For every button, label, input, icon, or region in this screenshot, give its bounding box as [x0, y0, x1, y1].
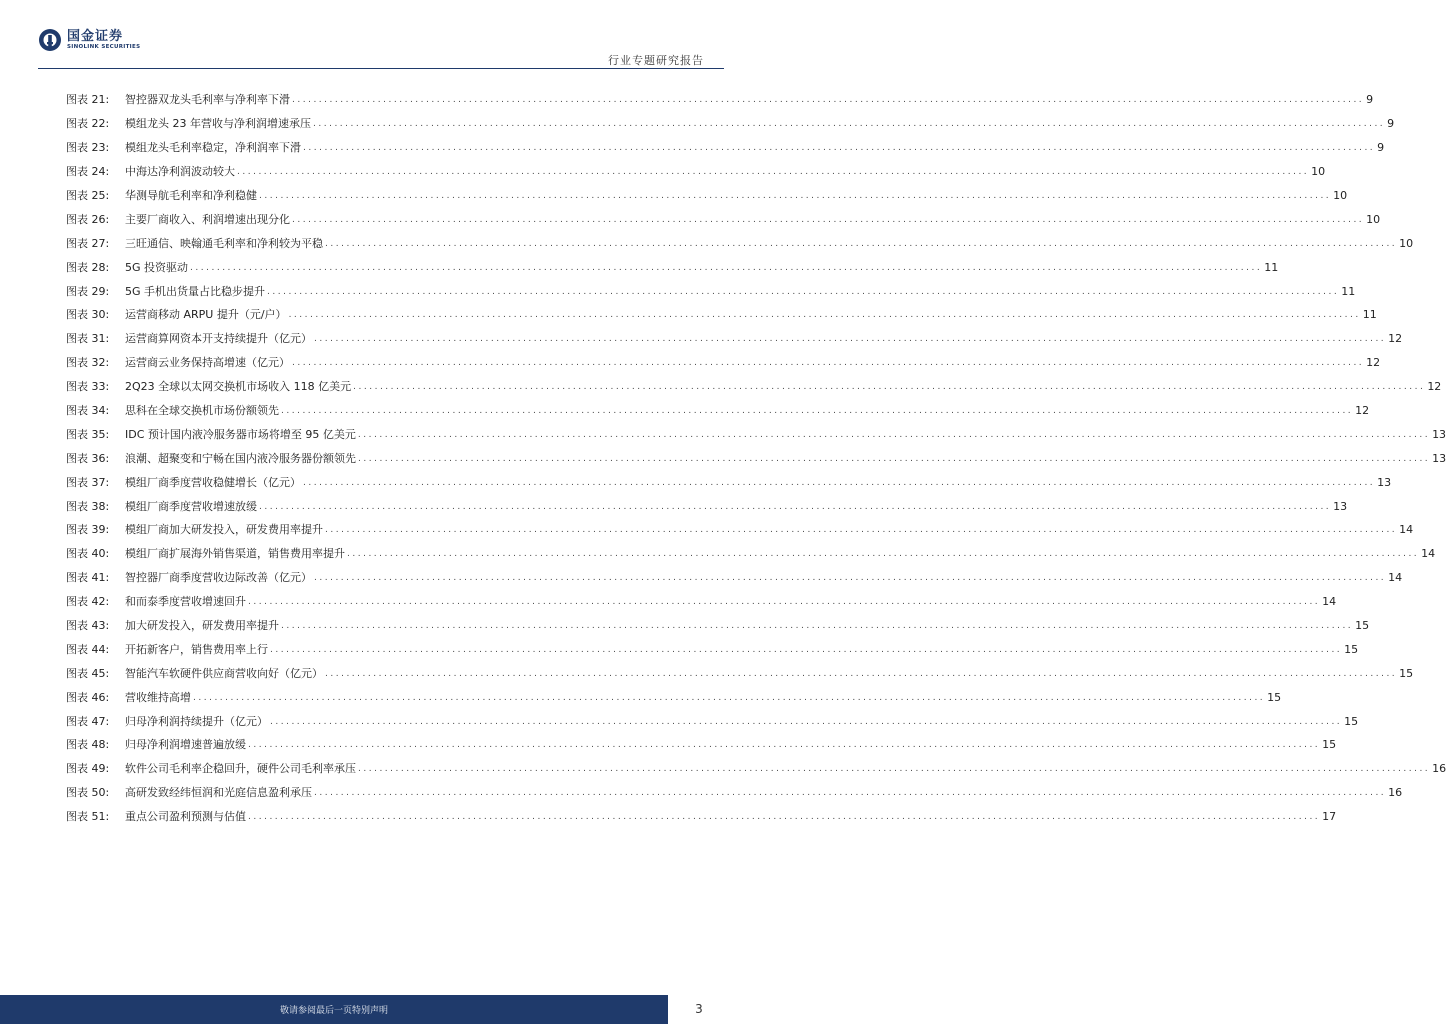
toc-entry-title[interactable]: IDC 预计国内液冷服务器市场将增至 95 亿美元	[125, 427, 356, 441]
toc-entry[interactable]	[66, 542, 1436, 566]
toc-entry[interactable]	[66, 805, 1337, 829]
toc-entry[interactable]	[66, 470, 1392, 494]
toc-entry-page[interactable]: 9	[1377, 141, 1385, 155]
toc-entry-label: 图表 33:	[66, 380, 110, 394]
toc-dot-leader: ........................................................................................................................................................................................................	[190, 262, 1263, 273]
toc-entry-page[interactable]: 10	[1399, 236, 1414, 250]
toc-entry[interactable]	[66, 255, 1279, 279]
toc-dot-leader: ........................................................................................................................................................................................................	[325, 238, 1398, 249]
toc-entry-title[interactable]: 模组厂商季度营收增速放缓	[125, 499, 257, 513]
toc-entry-label: 图表 44:	[66, 642, 110, 656]
toc-entry-label: 图表 43:	[66, 619, 110, 633]
toc-entry-title[interactable]: 模组厂商扩展海外销售渠道，销售费用率提升	[125, 547, 345, 561]
page-number: 3	[695, 1002, 703, 1016]
toc-entry-title[interactable]: 智控器厂商季度营收边际改善（亿元）	[125, 571, 312, 585]
toc-dot-leader: ........................................................................................................................................................................................................	[325, 668, 1398, 679]
toc-dot-leader: ........................................................................................................................................................................................................	[292, 95, 1365, 106]
toc-entry-label: 图表 30:	[66, 308, 110, 322]
toc-entry-title[interactable]: 中海达净利润波动较大	[125, 165, 235, 179]
toc-entry[interactable]	[66, 399, 1370, 423]
toc-entry-label: 图表 24:	[66, 165, 110, 179]
toc-dot-leader: ........................................................................................................................................................................................................	[314, 788, 1387, 799]
toc-entry-page[interactable]: 13	[1333, 499, 1348, 513]
toc-entry-page[interactable]: 15	[1344, 642, 1359, 656]
toc-entry-page[interactable]: 12	[1388, 332, 1403, 346]
toc-entry-label: 图表 48:	[66, 738, 110, 752]
toc-entry-page[interactable]: 15	[1399, 666, 1414, 680]
toc-dot-leader: ........................................................................................................................................................................................................	[347, 549, 1420, 560]
toc-entry-label: 图表 39:	[66, 523, 110, 537]
toc-entry-title[interactable]: 开拓新客户，销售费用率上行	[125, 642, 268, 656]
toc-entry-label: 图表 35:	[66, 427, 110, 441]
toc-entry-page[interactable]: 15	[1355, 619, 1370, 633]
toc-entry-page[interactable]: 14	[1388, 571, 1403, 585]
toc-entry-label: 图表 46:	[66, 690, 110, 704]
toc-dot-leader: ........................................................................................................................................................................................................	[259, 501, 1332, 512]
toc-entry[interactable]	[66, 446, 1446, 470]
toc-entry[interactable]	[66, 231, 1414, 255]
toc-entry[interactable]	[66, 303, 1377, 327]
toc-entry-label: 图表 21:	[66, 93, 110, 107]
toc-entry[interactable]	[66, 494, 1348, 518]
logo-chinese-name: 国金证券	[67, 28, 124, 44]
toc-dot-leader: ........................................................................................................................................................................................................	[292, 214, 1365, 225]
toc-dot-leader: ........................................................................................................................................................................................................	[270, 644, 1343, 655]
toc-entry-title[interactable]: 和而泰季度营收增速回升	[125, 595, 246, 609]
toc-entry-label: 图表 37:	[66, 475, 110, 489]
toc-entry-title[interactable]: 模组厂商季度营收稳健增长（亿元）	[125, 475, 301, 489]
sinolink-logo-icon	[38, 28, 62, 52]
footer-notice: 敬请参阅最后一页特别声明	[279, 1006, 388, 1016]
toc-entry-title[interactable]: 重点公司盈利预测与估值	[125, 810, 246, 824]
toc-entry[interactable]	[66, 518, 1414, 542]
toc-entry-page[interactable]: 10	[1333, 189, 1348, 202]
toc-entry-page[interactable]: 15	[1344, 714, 1359, 728]
toc-entry-label: 图表 23:	[66, 141, 110, 155]
toc-entry-page[interactable]: 14	[1421, 547, 1436, 561]
toc-entry[interactable]	[66, 566, 1403, 590]
toc-entry-page[interactable]: 12	[1427, 380, 1442, 394]
toc-entry-label: 图表 40:	[66, 547, 110, 561]
toc-entry-title[interactable]: 运营商移动 ARPU 提升（元/户）	[125, 308, 287, 322]
toc-entry-title[interactable]: 智能汽车软硬件供应商营收向好（亿元）	[125, 666, 323, 680]
footer-bar	[0, 995, 668, 1024]
toc-entry-label: 图表 45:	[66, 666, 110, 680]
toc-entry-page[interactable]: 12	[1366, 356, 1381, 370]
toc-dot-leader: ........................................................................................................................................................................................................	[357, 429, 1431, 440]
toc-entry-page[interactable]: 14	[1322, 595, 1337, 609]
toc-entry-page[interactable]: 12	[1355, 404, 1370, 418]
toc-dot-leader: ........................................................................................................................................................................................................	[281, 621, 1354, 632]
toc-entry-label: 图表 22:	[66, 117, 110, 131]
toc-entry[interactable]	[66, 160, 1326, 184]
toc-dot-leader: ........................................................................................................................................................................................................	[353, 382, 1426, 393]
toc-entry-title[interactable]: 运营商云业务保持高增速（亿元）	[125, 356, 290, 370]
toc-dot-leader: ........................................................................................................................................................................................................	[193, 692, 1266, 703]
toc-entry[interactable]	[66, 88, 1374, 112]
toc-entry-label: 图表 41:	[66, 571, 110, 585]
toc-entry-page[interactable]: 13	[1432, 427, 1446, 441]
toc-entry-title[interactable]: 主要厂商收入、利润增速出现分化	[125, 212, 290, 226]
toc-entry-page[interactable]: 10	[1311, 165, 1326, 179]
toc-entry[interactable]	[66, 327, 1403, 351]
header-divider	[38, 68, 724, 69]
toc-entry-label: 图表 36:	[66, 451, 110, 465]
toc-entry[interactable]	[66, 590, 1337, 614]
toc-entry-label: 图表 34:	[66, 404, 110, 418]
toc-dot-leader: ........................................................................................................................................................................................................	[325, 525, 1398, 536]
toc-entry[interactable]	[66, 614, 1370, 638]
toc-entry-page[interactable]: 13	[1377, 475, 1392, 489]
toc-entry-label: 图表 50:	[66, 786, 110, 800]
toc-entry-label: 图表 42:	[66, 595, 110, 609]
toc-entry-label: 图表 28:	[66, 260, 110, 274]
toc-entry[interactable]	[66, 279, 1356, 303]
toc-entry-title[interactable]: 加大研发投入，研发费用率提升	[125, 619, 279, 633]
page-header	[0, 0, 724, 70]
toc-entry-label: 图表 27:	[66, 236, 110, 250]
toc-entry-page[interactable]: 9	[1387, 117, 1395, 131]
toc-entry-page[interactable]: 16	[1388, 786, 1403, 800]
toc-entry-title[interactable]: 软件公司毛利率企稳回升，硬件公司毛利率承压	[125, 762, 356, 776]
toc-entry[interactable]	[66, 637, 1359, 661]
toc-dot-leader: ........................................................................................................................................................................................................	[267, 286, 1340, 297]
toc-dot-leader: ........................................................................................................................................................................................................	[237, 167, 1310, 178]
toc-entry-title[interactable]: 高研发致经纬恒润和光庭信息盈利承压	[125, 786, 312, 800]
toc-dot-leader: ........................................................................................................................................................................................................	[292, 358, 1365, 369]
toc-entry-label: 图表 32:	[66, 356, 110, 370]
toc-entry-label: 图表 25:	[66, 189, 110, 202]
toc-dot-leader: ........................................................................................................................................................................................................	[314, 573, 1387, 584]
toc-entry-title[interactable]: 2Q23 全球以太网交换机市场收入 118 亿美元	[125, 380, 352, 394]
toc-dot-leader: ........................................................................................................................................................................................................	[259, 191, 1332, 201]
toc-dot-leader: ........................................................................................................................................................................................................	[270, 716, 1343, 727]
toc-dot-leader: ........................................................................................................................................................................................................	[303, 477, 1376, 488]
toc-entry-page[interactable]: 17	[1322, 810, 1337, 824]
company-logo	[38, 28, 140, 52]
toc-entry-label: 图表 26:	[66, 212, 110, 226]
toc-entry-title[interactable]: 浪潮、超聚变和宁畅在国内液冷服务器份额领先	[125, 451, 356, 465]
toc-entry[interactable]	[66, 733, 1337, 757]
toc-entry-label: 图表 47:	[66, 714, 110, 728]
toc-entry[interactable]	[66, 661, 1414, 685]
toc-dot-leader: ........................................................................................................................................................................................................	[314, 334, 1387, 345]
toc-entry-page[interactable]: 11	[1341, 284, 1356, 298]
toc-dot-leader: ........................................................................................................................................................................................................	[358, 764, 1431, 775]
toc-entry-title[interactable]: 模组龙头毛利率稳定，净利润率下滑	[125, 141, 301, 155]
toc-entry[interactable]	[66, 136, 1385, 160]
toc-dot-leader: ........................................................................................................................................................................................................	[248, 597, 1321, 608]
toc-entry[interactable]	[66, 422, 1446, 446]
toc-entry-page[interactable]: 10	[1366, 212, 1381, 226]
toc-entry-title[interactable]: 模组厂商加大研发投入，研发费用率提升	[125, 523, 323, 537]
toc-entry[interactable]	[66, 207, 1381, 231]
toc-dot-leader: ........................................................................................................................................................................................................	[313, 119, 1386, 130]
toc-entry-title[interactable]: 营收维持高增	[125, 690, 191, 704]
toc-entry[interactable]	[66, 351, 1381, 375]
toc-entry-label: 图表 49:	[66, 762, 110, 776]
toc-entry-label: 图表 38:	[66, 499, 110, 513]
toc-entry-page[interactable]: 9	[1366, 93, 1374, 107]
toc-entry-label: 图表 51:	[66, 810, 110, 824]
toc-entry-title[interactable]: 模组龙头 23 年营收与净利润增速承压	[125, 117, 311, 131]
toc-entry[interactable]	[66, 375, 1442, 399]
toc-dot-leader: ........................................................................................................................................................................................................	[248, 740, 1321, 751]
toc-dot-leader: ........................................................................................................................................................................................................	[281, 406, 1354, 417]
toc-entry[interactable]	[66, 685, 1282, 709]
toc-entry-page[interactable]: 16	[1432, 762, 1446, 776]
toc-entry-label: 图表 31:	[66, 332, 110, 346]
toc-entry[interactable]	[66, 112, 1395, 136]
toc-entry-title[interactable]: 思科在全球交换机市场份额领先	[125, 404, 279, 418]
toc-entry[interactable]	[66, 757, 1446, 781]
toc-entry-title[interactable]: 归母净利润持续提升（亿元）	[125, 714, 268, 728]
document-type: 行业专题研究报告	[608, 54, 704, 67]
logo-english-name: SINOLINK SECURITIES	[67, 43, 141, 50]
toc-entry-label: 图表 29:	[66, 284, 110, 298]
toc-entry-title[interactable]: 华测导航毛利率和净利稳健	[125, 189, 257, 202]
toc-dot-leader: ........................................................................................................................................................................................................	[303, 143, 1376, 154]
toc-entry-title[interactable]: 5G 投资驱动	[125, 260, 189, 274]
toc-entry-page[interactable]: 14	[1399, 523, 1414, 537]
toc-entry[interactable]	[66, 184, 1348, 208]
toc-entry[interactable]	[66, 781, 1403, 805]
toc-entry-title[interactable]: 归母净利润增速普遍放缓	[125, 738, 246, 752]
toc-dot-leader: ........................................................................................................................................................................................................	[288, 310, 1361, 321]
toc-entry-page[interactable]: 13	[1432, 451, 1446, 465]
toc-entry-page[interactable]: 15	[1267, 690, 1282, 704]
toc-entry-title[interactable]: 运营商算网资本开支持续提升（亿元）	[125, 332, 312, 346]
toc-dot-leader: ........................................................................................................................................................................................................	[358, 453, 1431, 464]
toc-entry-title[interactable]: 三旺通信、映翰通毛利率和净利较为平稳	[125, 236, 323, 250]
toc-entry-page[interactable]: 11	[1362, 308, 1377, 322]
toc-entry[interactable]	[66, 709, 1359, 733]
table-of-figures	[66, 88, 1446, 829]
toc-entry-page[interactable]: 11	[1264, 260, 1279, 274]
toc-entry-page[interactable]: 15	[1322, 738, 1337, 752]
toc-entry-title[interactable]: 智控器双龙头毛利率与净利率下滑	[125, 93, 290, 107]
toc-entry-title[interactable]: 5G 手机出货量占比稳步提升	[125, 284, 266, 298]
toc-dot-leader: ........................................................................................................................................................................................................	[248, 812, 1321, 823]
